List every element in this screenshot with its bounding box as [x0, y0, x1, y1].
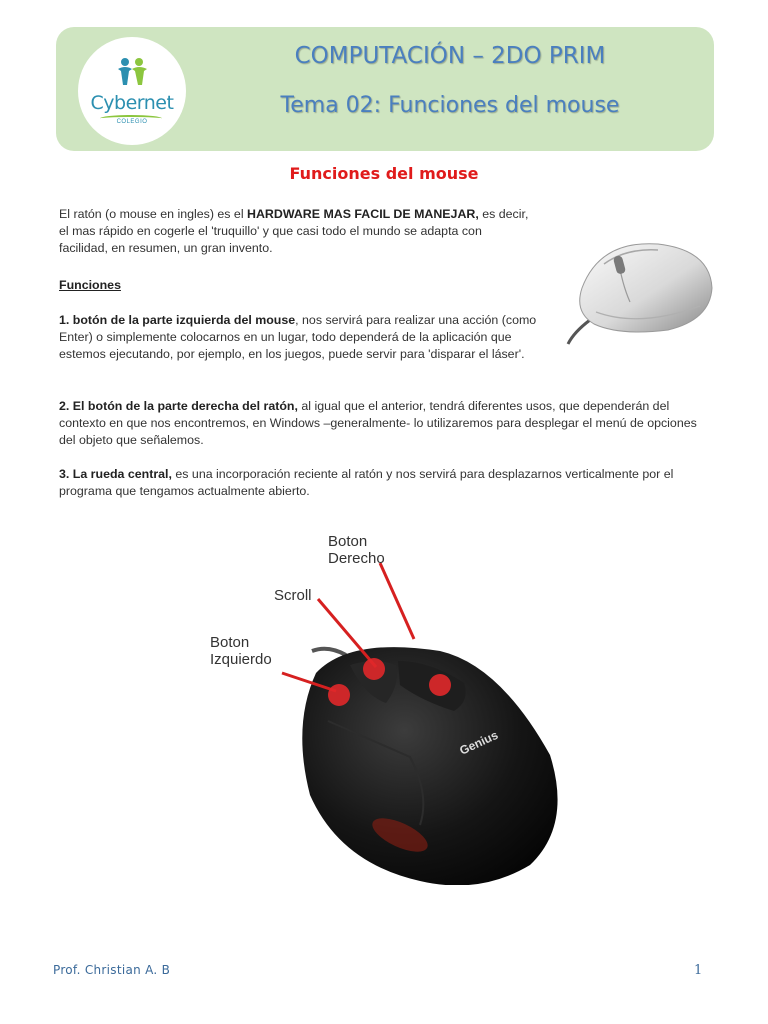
funciones-label: Funciones [59, 278, 121, 292]
course-title: COMPUTACIÓN – 2DO PRIM [294, 43, 606, 69]
function-item-scroll-wheel [59, 466, 715, 500]
intro-paragraph [59, 206, 529, 257]
intro-text-bold: HARDWARE MAS FACIL DE MANEJAR, [247, 207, 479, 221]
function-item-text: al igual que el anterior, tendrá diferentes usos, que dependerán del contexto en que nos encontremos, en Windows –generalmente- lo utilizaremos para desplegar el menú de opciones del objeto que señalemos. [59, 399, 697, 447]
intro-text-post: es decir, el mas rápido en cogerle el 'truquillo' y que casi todo el mundo se adapta con facilidad, en resumen, un gran invento. [59, 207, 529, 255]
function-item-left-button [59, 312, 539, 363]
callout-line: Izquierdo [210, 651, 272, 668]
school-logo [78, 37, 186, 145]
footer-author: Prof. Christian A. B [53, 963, 171, 977]
header-banner [56, 27, 714, 151]
callout-right-button [328, 533, 385, 567]
function-item-right-button [59, 398, 715, 449]
function-item-title: 1. botón de la parte izquierda del mouse [59, 313, 296, 327]
function-item-text: , nos servirá para realizar una acción (como Enter) o simplemente colocarnos en un lugar, todo dependerá de la aplicación que estemos ejecutando, por ejemplo, en los juegos, puede servir para 'disparar el láser'. [59, 313, 537, 361]
function-item-title: 3. La rueda central, [59, 467, 172, 481]
function-item-title: 2. El botón de la parte derecha del ratón, [59, 399, 298, 413]
intro-text-pre: El ratón (o mouse en ingles) es el [59, 207, 248, 221]
logo-name: Cybernet [90, 92, 174, 114]
callout-scroll: Scroll [274, 587, 312, 604]
white-mouse-image [560, 232, 716, 352]
callout-line: Boton [328, 533, 368, 550]
function-item-text: es una incorporación reciente al ratón y nos servirá para desplazarnos verticalmente por el programa que tengamos actualmente abierto. [59, 467, 674, 498]
callout-line: Derecho [328, 550, 385, 567]
callout-line: Boton [210, 634, 250, 651]
document-heading: Funciones del mouse [289, 164, 479, 183]
logo-subtitle: COLEGIO [116, 119, 148, 125]
labeled-mouse-diagram [200, 525, 580, 885]
mouse-brand-label: Genius [457, 727, 501, 758]
children-figures-icon [116, 57, 150, 87]
callout-left-button [210, 634, 272, 668]
topic-title: Tema 02: Funciones del mouse [280, 93, 620, 118]
page-number: 1 [694, 963, 703, 978]
